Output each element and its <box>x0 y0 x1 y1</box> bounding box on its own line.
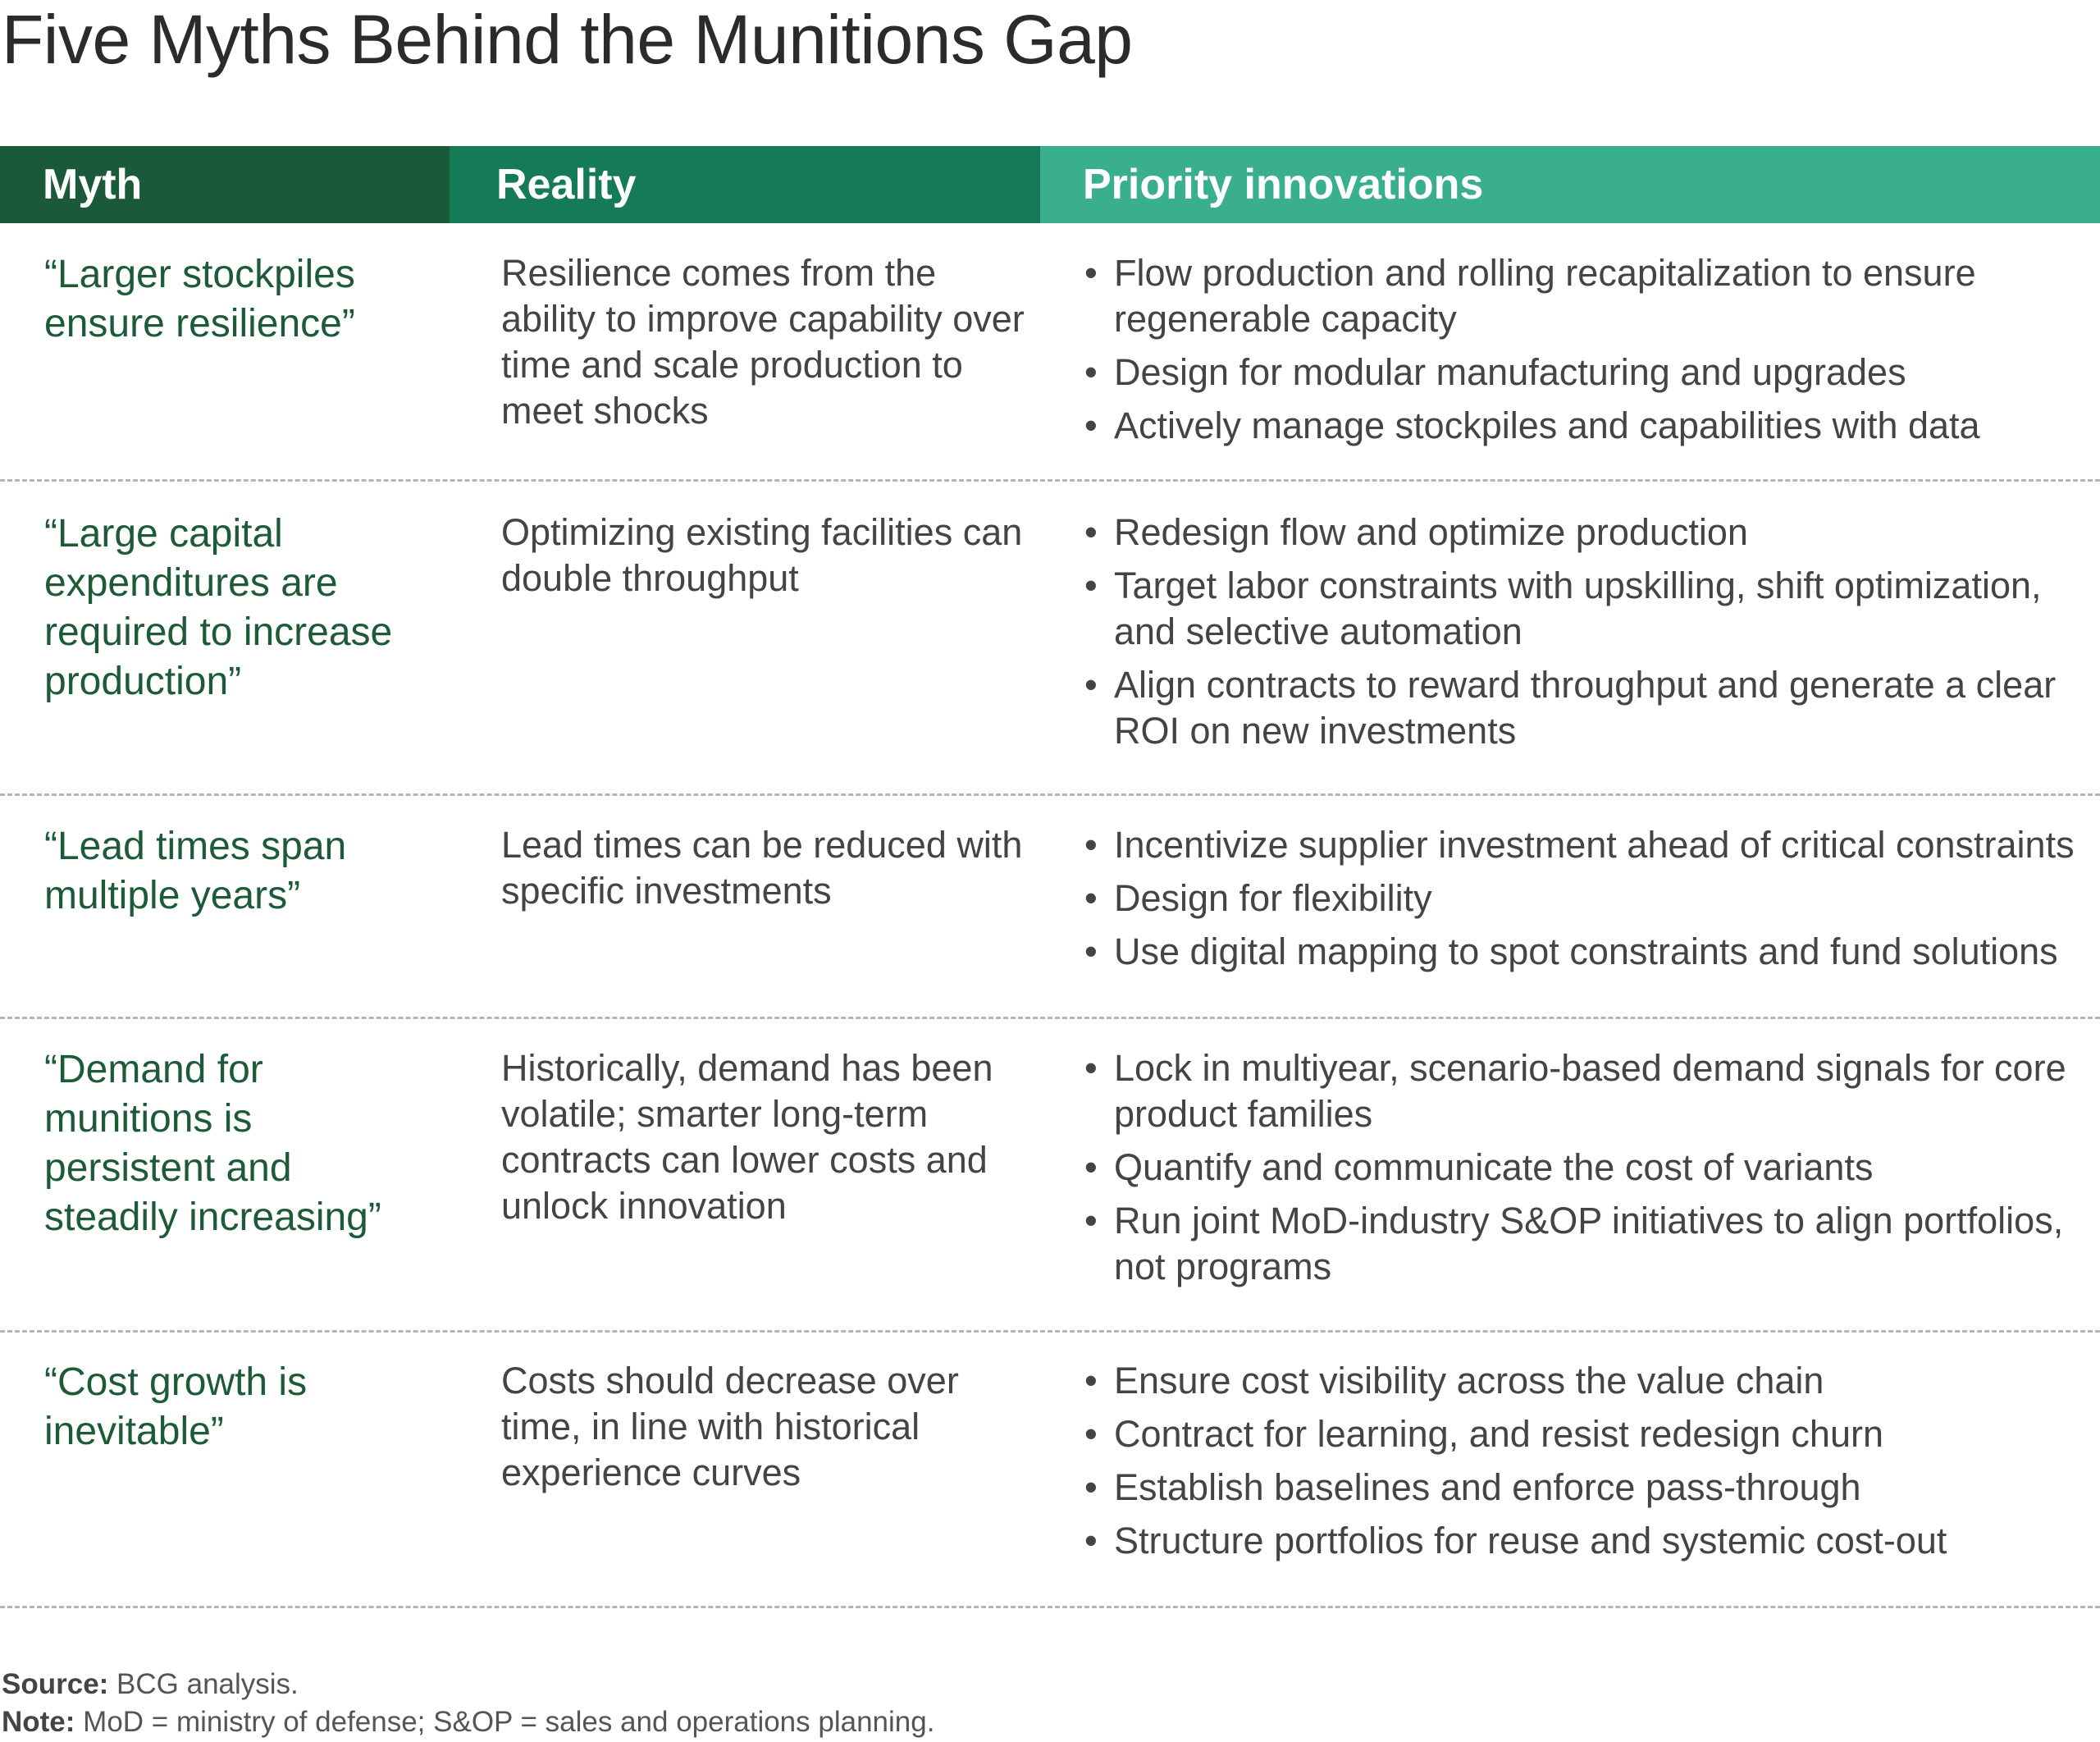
priority-item: • Use digital mapping to spot constraints and fund solutions <box>1084 929 2093 975</box>
priority-item: • Establish baselines and enforce pass-through <box>1084 1465 2093 1511</box>
priority-item: • Flow production and rolling recapitalization to ensure regenerable capacity <box>1084 250 2093 342</box>
priority-item: • Design for flexibility <box>1084 876 2093 921</box>
source-text: BCG analysis. <box>108 1668 299 1700</box>
priority-list <box>1084 1045 2093 1297</box>
row-divider <box>0 1017 2100 1019</box>
column-header-priority: Priority innovations <box>1040 146 2100 223</box>
priority-item: • Ensure cost visibility across the value chain <box>1084 1358 2093 1404</box>
note-label: Note: <box>2 1706 75 1738</box>
row-divider <box>0 1606 2100 1608</box>
priority-item: • Lock in multiyear, scenario-based demand signals for core product families <box>1084 1045 2093 1137</box>
row-divider <box>0 479 2100 482</box>
note-text: MoD = ministry of defense; S&OP = sales and operations planning. <box>75 1706 935 1738</box>
row-divider <box>0 1330 2100 1333</box>
priority-item: • Align contracts to reward throughput and generate a clear ROI on new investments <box>1084 662 2093 754</box>
priority-item: • Redesign flow and optimize production <box>1084 510 2093 556</box>
column-header-reality: Reality <box>450 146 1040 223</box>
source-line <box>2 1666 934 1703</box>
row-divider <box>0 793 2100 796</box>
reality-cell: Historically, demand has been volatile; smarter long-term contracts can lower costs and unlock innovation <box>501 1047 993 1227</box>
priority-list <box>1084 822 2093 982</box>
priority-item: • Run joint MoD-industry S&OP initiatives to align portfolios, not programs <box>1084 1198 2093 1290</box>
priority-item: • Design for modular manufacturing and upgrades <box>1084 350 2093 395</box>
note-line <box>2 1703 934 1741</box>
reality-cell: Costs should decrease over time, in line with historical experience curves <box>501 1360 959 1493</box>
source-notes <box>2 1666 934 1741</box>
reality-cell: Resilience comes from the ability to improve capability over time and scale production to meet shocks <box>501 252 1025 432</box>
source-label: Source: <box>2 1668 109 1700</box>
priority-list <box>1084 250 2093 456</box>
priority-list <box>1084 510 2093 761</box>
myth-cell: “Larger stockpiles ensure resilience” <box>44 253 355 345</box>
myth-cell: “Cost growth is inevitable” <box>44 1360 308 1453</box>
priority-item: • Target labor constraints with upskilling, shift optimization, and selective automation <box>1084 563 2093 655</box>
column-header-myth: Myth <box>0 146 450 223</box>
reality-cell: Optimizing existing facilities can double throughput <box>501 511 1023 599</box>
table-header <box>0 146 2100 223</box>
priority-item: • Incentivize supplier investment ahead of critical constraints <box>1084 822 2093 868</box>
reality-cell: Lead times can be reduced with specific investments <box>501 824 1023 912</box>
priority-list <box>1084 1358 2093 1571</box>
page-title: Five Myths Behind the Munitions Gap <box>2 1 1133 78</box>
myth-cell: “Large capital expenditures are required to increase production” <box>44 512 393 703</box>
myth-cell: “Lead times span multiple years” <box>44 825 347 917</box>
priority-item: • Quantify and communicate the cost of variants <box>1084 1145 2093 1191</box>
priority-item: • Actively manage stockpiles and capabilities with data <box>1084 403 2093 449</box>
priority-item: • Structure portfolios for reuse and systemic cost-out <box>1084 1518 2093 1564</box>
priority-item: • Contract for learning, and resist redesign churn <box>1084 1411 2093 1457</box>
myth-cell: “Demand for munitions is persistent and steadily increasing” <box>44 1048 381 1239</box>
